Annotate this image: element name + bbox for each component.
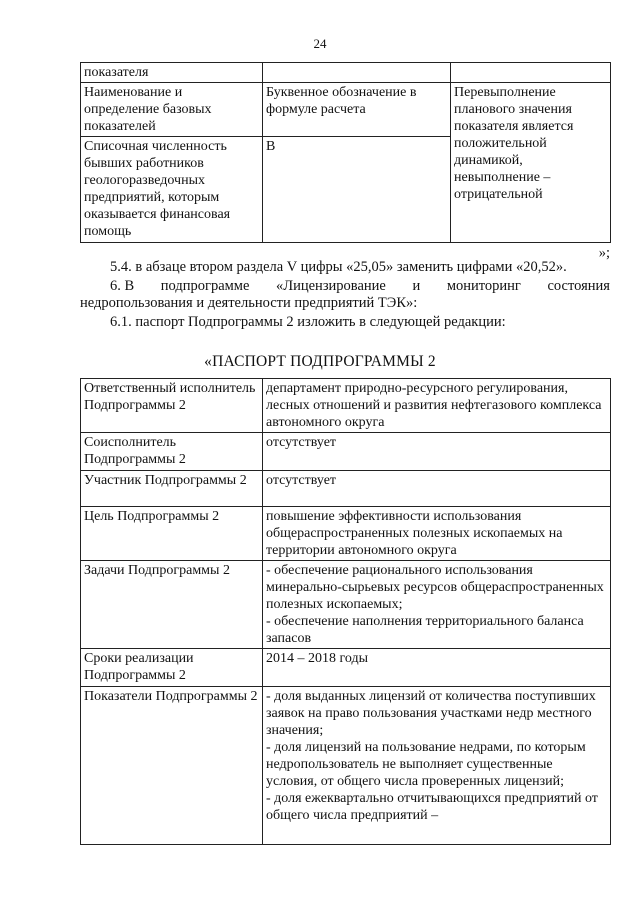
indicator-symbol: B <box>263 137 451 243</box>
passport-label: Задачи Подпрограммы 2 <box>81 561 263 649</box>
indicator-name: Списочная численность бывших работников геологоразведочных предприятий, которым оказывается финансовая помощь <box>81 137 263 243</box>
task-item: - обеспечение рационального использования минерально-сырьевых ресурсов общераспространенных полезных ископаемых; <box>266 563 604 612</box>
indicator-table <box>80 62 611 243</box>
paragraph-6-word: «Лицензирование <box>276 278 386 294</box>
page-number: 24 <box>313 36 327 51</box>
passport-value: отсутствует <box>263 433 611 471</box>
passport-table <box>80 378 611 845</box>
passport-value: департамент природно-ресурсного регулирования, лесных отношений и развития нефтегазового комплекса автономного округа <box>263 379 611 433</box>
dynamics-description: Перевыполнение планового значения показателя является положительной динамикой, невыполнение – отрицательной <box>451 83 611 243</box>
paragraph-5-4: 5.4. в абзаце втором раздела V цифры «25,05» заменить цифрами «20,52». <box>110 259 567 275</box>
passport-label: Цель Подпрограммы 2 <box>81 507 263 561</box>
paragraph-6-word: 6. В <box>110 278 135 294</box>
closing-quote: »; <box>598 245 610 261</box>
passport-heading: «ПАСПОРТ ПОДПРОГРАММЫ 2 <box>204 353 436 370</box>
paragraph-6-continued: недропользования и деятельности предприятий ТЭК»: <box>80 295 418 311</box>
table-cell: показателя <box>81 63 263 83</box>
indicator-item: - доля ежеквартально отчитывающихся предприятий от общего числа предприятий – <box>266 791 598 823</box>
passport-label: Показатели Подпрограммы 2 <box>81 687 263 845</box>
indicator-item: - доля выданных лицензий от количества поступивших заявок на право пользования участками недр местного значения; <box>266 689 596 738</box>
passport-value <box>263 561 611 649</box>
passport-label: Соисполнитель Подпрограммы 2 <box>81 433 263 471</box>
passport-label: Сроки реализации Подпрограммы 2 <box>81 649 263 687</box>
indicator-item: - доля лицензий на пользование недрами, по которым недропользователь не выполняет существенные условия, от общего числа проверенных лицензий; <box>266 740 586 789</box>
passport-value: отсутствует <box>263 471 611 507</box>
table-cell <box>451 63 611 83</box>
column-header-symbol: Буквенное обозначение в формуле расчета <box>263 83 451 137</box>
passport-value: повышение эффективности использования общераспространенных полезных ископаемых на территории автономного округа <box>263 507 611 561</box>
passport-value <box>263 687 611 845</box>
paragraph-6-word: состояния <box>547 278 610 294</box>
paragraph-6-word: и <box>412 278 421 294</box>
paragraph-6-1: 6.1. паспорт Подпрограммы 2 изложить в следующей редакции: <box>110 314 506 330</box>
table-cell <box>263 63 451 83</box>
passport-label: Ответственный исполнитель Подпрограммы 2 <box>81 379 263 433</box>
paragraph-6-word: мониторинг <box>446 278 521 294</box>
passport-value: 2014 – 2018 годы <box>263 649 611 687</box>
passport-label: Участник Подпрограммы 2 <box>81 471 263 507</box>
task-item: - обеспечение наполнения территориального баланса запасов <box>266 614 584 646</box>
column-header-name: Наименование и определение базовых показателей <box>81 83 263 137</box>
paragraph-6-word: подпрограмме <box>160 278 250 294</box>
